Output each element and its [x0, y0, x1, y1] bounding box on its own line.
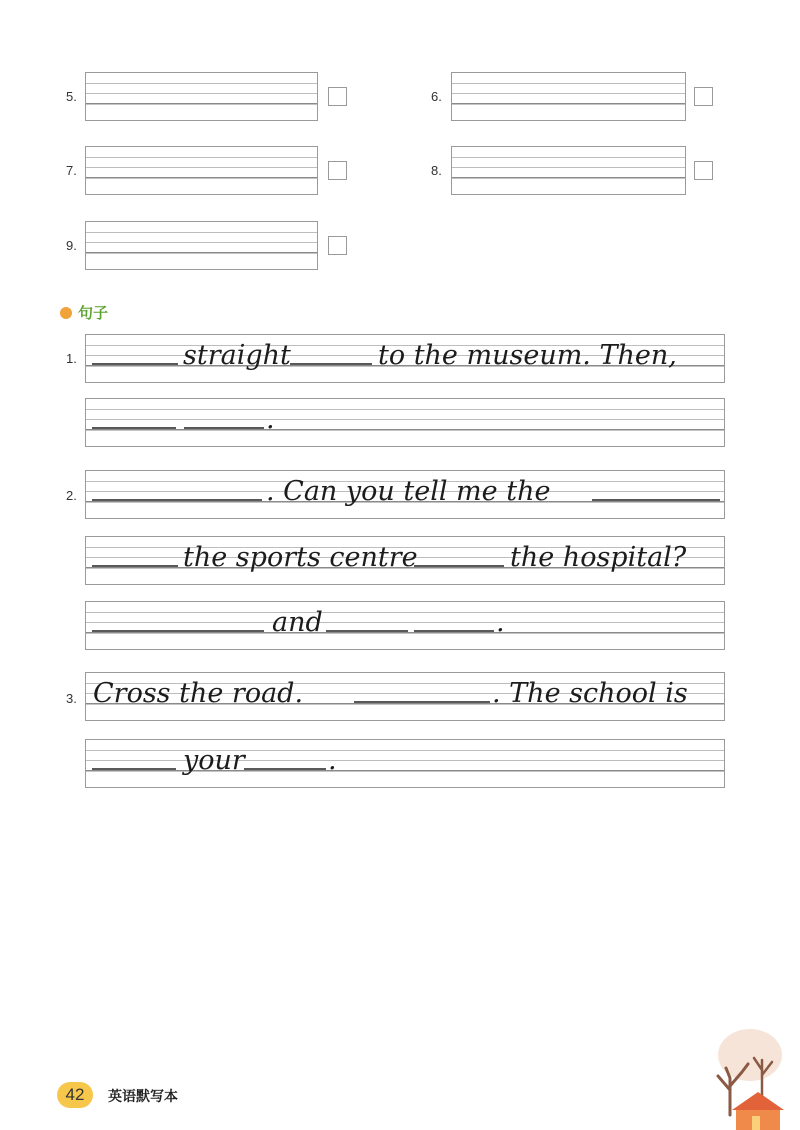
sentence-number: 2. [66, 488, 77, 503]
sentence-word: . [496, 607, 505, 638]
sentence-word: Cross the road. [93, 678, 304, 709]
book-title: 英语默写本 [108, 1089, 178, 1105]
item-number: 6. [431, 89, 442, 104]
item-number: 9. [66, 238, 77, 253]
sentence-word: straight [183, 340, 291, 371]
sentence-word: . The school is [492, 678, 688, 709]
sentence-word: the sports centre [183, 542, 418, 573]
item-number: 8. [431, 163, 442, 178]
sentence-word: your [183, 745, 245, 776]
sentence-word: to the museum. Then, [378, 340, 677, 371]
sentence-word: . Can you tell me the [266, 476, 551, 507]
sentence-word: the hospital? [510, 542, 687, 573]
page-number: 42 [65, 1085, 85, 1104]
section-title: 句子 [78, 304, 109, 322]
page-number-badge [57, 1082, 93, 1108]
sentence-word: . [328, 745, 337, 776]
tree-house-decoration [700, 1020, 800, 1130]
item-number: 7. [66, 163, 77, 178]
sentence-word: . [266, 404, 275, 435]
sentence-number: 3. [66, 691, 77, 706]
sentence-number: 1. [66, 351, 77, 366]
item-number: 5. [66, 89, 77, 104]
sentence-word: and [272, 607, 323, 638]
